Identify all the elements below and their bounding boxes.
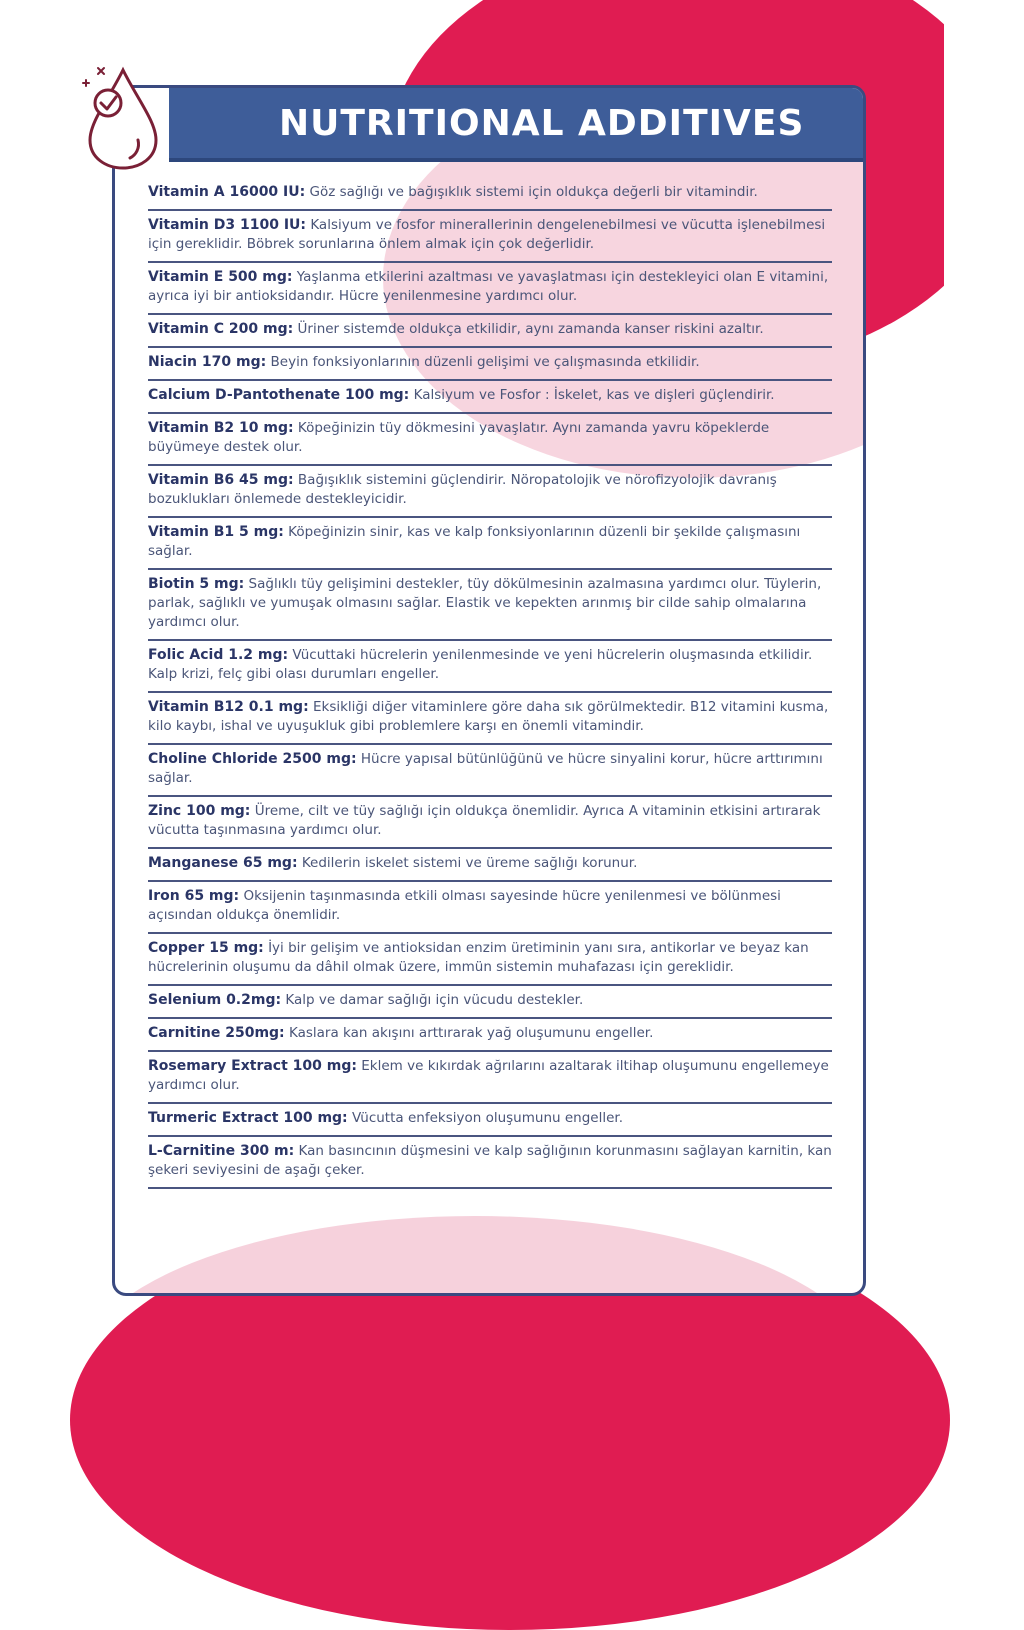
additive-description: Vücutta enfeksiyon oluşumunu engeller. [351, 1110, 623, 1126]
additive-name: Biotin 5 mg: [148, 576, 245, 592]
additive-row [148, 263, 832, 315]
additive-description: Kalp ve damar sağlığı için vücudu destekler. [285, 992, 584, 1008]
additive-description: Sağlıklı tüy gelişimini destekler, tüy dökülmesinin azalmasına yardımcı olur. Tüylerin, parlak, sağlıklı ve yumuşak olmasını sağlar. Elastik ve kepekten arınmış bir cilde sahip olmalarına yardımcı olur. [148, 576, 822, 630]
card-tint-bottom [112, 1216, 866, 1296]
additive-description: Hücre yapısal bütünlüğünü ve hücre sinyalini korur, hücre arttırımını sağlar. [148, 751, 823, 786]
additive-name: L-Carnitine 300 m: [148, 1143, 295, 1159]
additive-description: Eklem ve kıkırdak ağrılarını azaltarak iltihap oluşumunu engellemeye yardımcı olur. [148, 1058, 829, 1093]
additive-row [148, 1019, 832, 1052]
additive-name: Choline Chloride 2500 mg: [148, 751, 357, 767]
additive-description: Köpeğinizin sinir, kas ve kalp fonksiyonlarının düzenli bir şekilde çalışmasını sağlar. [148, 524, 801, 559]
additive-name: Vitamin C 200 mg: [148, 321, 294, 337]
additive-row [148, 381, 832, 414]
additive-row [148, 348, 832, 381]
additive-row [148, 693, 832, 745]
additive-description: Kan basıncının düşmesini ve kalp sağlığının korunmasını sağlayan karnitin, kan şekeri seviyesini de aşağı çeker. [148, 1143, 832, 1178]
additive-row [148, 211, 832, 263]
additive-name: Rosemary Extract 100 mg: [148, 1058, 357, 1074]
additive-description: Kalsiyum ve Fosfor : İskelet, kas ve dişleri güçlendirir. [413, 387, 775, 403]
additive-description: Kaslara kan akışını arttırarak yağ oluşumunu engeller. [288, 1025, 654, 1041]
additive-description: İyi bir gelişim ve antioksidan enzim üretiminin yanı sıra, antikorlar ve beyaz kan hücrelerinin oluşumu da dâhil olmak üzere, immün sistemin muhafazası için gereklidir. [148, 940, 809, 975]
additive-name: Manganese 65 mg: [148, 855, 298, 871]
additive-row [148, 882, 832, 934]
additive-row [148, 797, 832, 849]
additive-name: Vitamin A 16000 IU: [148, 184, 306, 200]
additive-name: Carnitine 250mg: [148, 1025, 285, 1041]
additive-name: Vitamin B1 5 mg: [148, 524, 284, 540]
additive-name: Folic Acid 1.2 mg: [148, 647, 289, 663]
additive-row [148, 849, 832, 882]
additive-description: Kedilerin iskelet sistemi ve üreme sağlığı korunur. [301, 855, 638, 871]
additive-row [148, 1052, 832, 1104]
additive-description: Üreme, cilt ve tüy sağlığı için oldukça önemlidir. Ayrıca A vitaminin etkisini artırarak vücutta taşınmasına yardımcı olur. [148, 803, 821, 838]
additive-name: Vitamin E 500 mg: [148, 269, 293, 285]
additive-description: Üriner sistemde oldukça etkilidir, aynı zamanda kanser riskini azaltır. [297, 321, 764, 337]
additive-description: Köpeğinizin tüy dökmesini yavaşlatır. Aynı zamanda yavru köpeklerde büyümeye destek olur. [148, 420, 770, 455]
additives-list [148, 178, 832, 1189]
additive-name: Turmeric Extract 100 mg: [148, 1110, 348, 1126]
additive-row [148, 986, 832, 1019]
additive-name: Vitamin D3 1100 IU: [148, 217, 307, 233]
additive-row [148, 466, 832, 518]
drop-check-icon [78, 60, 178, 170]
additive-row [148, 1137, 832, 1189]
page-title: NUTRITIONAL ADDITIVES [279, 103, 805, 144]
additive-name: Vitamin B2 10 mg: [148, 420, 294, 436]
additive-description: Yaşlanma etkilerini azaltması ve yavaşlatması için destekleyici olan E vitamini, ayrıca iyi bir antioksidandır. Hücre yenilenmesine yardımcı olur. [148, 269, 829, 304]
additive-description: Oksijenin taşınmasında etkili olması sayesinde hücre yenilenmesi ve bölünmesi açısından oldukça önemlidir. [148, 888, 781, 923]
additive-name: Niacin 170 mg: [148, 354, 267, 370]
additive-description: Bağışıklık sistemini güçlendirir. Nöropatolojik ve nörofizyolojik davranış bozuklukları önlemede destekleyicidir. [148, 472, 777, 507]
additive-name: Vitamin B12 0.1 mg: [148, 699, 309, 715]
additive-row [148, 1104, 832, 1137]
additive-row [148, 745, 832, 797]
additive-description: Kalsiyum ve fosfor minerallerinin dengelenebilmesi ve vücutta işlenebilmesi için gereklidir. Böbrek sorunlarına önlem almak için çok değerlidir. [148, 217, 826, 252]
additive-row [148, 315, 832, 348]
additive-description: Beyin fonksiyonlarının düzenli gelişimi ve çalışmasında etkilidir. [270, 354, 700, 370]
additive-description: Vücuttaki hücrelerin yenilenmesinde ve yeni hücrelerin oluşmasında etkilidir. Kalp krizi, felç gibi olası durumları engeller. [148, 647, 813, 682]
background-margin [944, 0, 1024, 1365]
additive-row [148, 518, 832, 570]
additive-name: Iron 65 mg: [148, 888, 240, 904]
additive-row [148, 414, 832, 466]
additive-name: Vitamin B6 45 mg: [148, 472, 294, 488]
additive-row [148, 178, 832, 211]
additive-name: Copper 15 mg: [148, 940, 264, 956]
additive-row [148, 570, 832, 641]
additive-name: Calcium D-Pantothenate 100 mg: [148, 387, 410, 403]
additive-description: Göz sağlığı ve bağışıklık sistemi için oldukça değerli bir vitamindir. [309, 184, 758, 200]
additive-description: Eksikliği diğer vitaminlere göre daha sık görülmektedir. B12 vitamini kusma, kilo kaybı, ishal ve uyuşukluk gibi problemlere karşı en önemli vitamindir. [148, 699, 829, 734]
additive-name: Zinc 100 mg: [148, 803, 251, 819]
title-bar [169, 88, 863, 162]
additive-row [148, 641, 832, 693]
additive-row [148, 934, 832, 986]
additive-name: Selenium 0.2mg: [148, 992, 282, 1008]
